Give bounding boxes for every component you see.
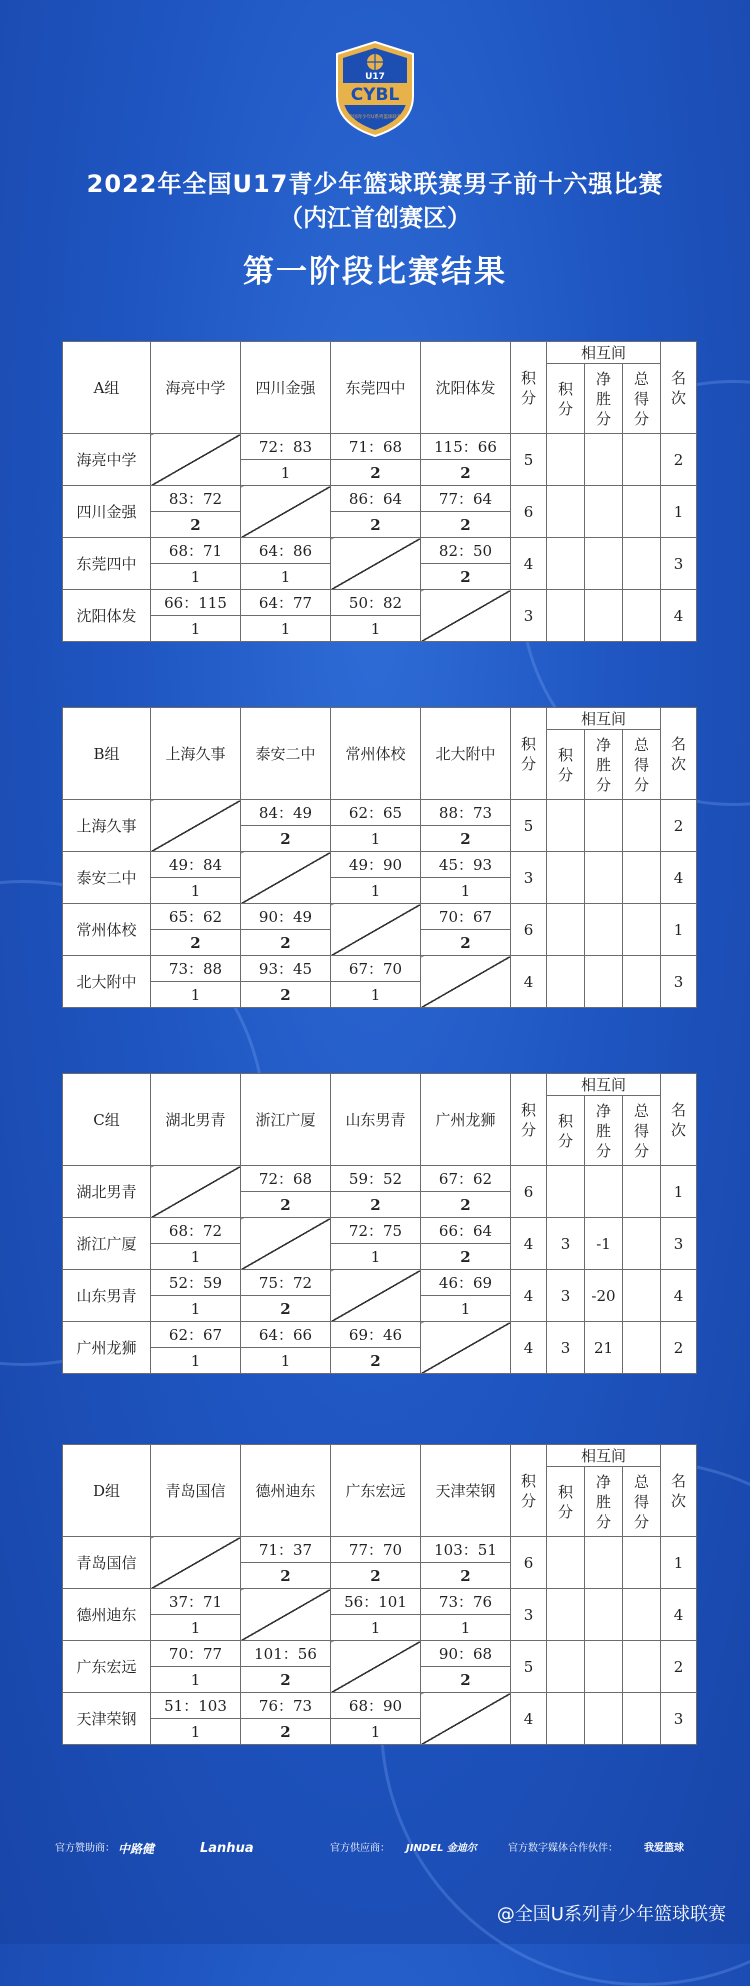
mutual-points-cell xyxy=(547,1693,585,1745)
points-header: 积分 xyxy=(511,1074,547,1166)
match-score: 67：62 xyxy=(421,1166,511,1192)
rank-cell: 3 xyxy=(661,538,697,590)
net-win-cell xyxy=(585,852,623,904)
match-points: 2 xyxy=(421,1244,511,1270)
column-team-name: 海亮中学 xyxy=(151,342,241,434)
diagonal-cell xyxy=(421,1693,511,1745)
net-win-header: 净胜分 xyxy=(585,730,623,800)
rank-header: 名次 xyxy=(661,342,697,434)
points-cell: 4 xyxy=(511,1693,547,1745)
net-win-cell xyxy=(585,434,623,486)
diagonal-cell xyxy=(331,538,421,590)
total-score-cell xyxy=(623,590,661,642)
match-points: 1 xyxy=(151,1244,241,1270)
points-cell: 4 xyxy=(511,956,547,1008)
table-row xyxy=(63,904,697,930)
title-line-3: 第一阶段比赛结果 xyxy=(243,254,507,290)
rank-cell: 3 xyxy=(661,956,697,1008)
total-score-cell xyxy=(623,486,661,538)
mutual-points-header: 积分 xyxy=(547,364,585,434)
match-score: 82：50 xyxy=(421,538,511,564)
table-row xyxy=(63,852,697,878)
mutual-points-header: 积分 xyxy=(547,1096,585,1166)
match-points: 1 xyxy=(421,878,511,904)
table-row xyxy=(63,538,697,564)
match-score: 72：68 xyxy=(241,1166,331,1192)
rank-cell: 2 xyxy=(661,1322,697,1374)
column-team-name: 湖北男青 xyxy=(151,1074,241,1166)
total-score-header: 总得分 xyxy=(623,364,661,434)
match-score: 73：88 xyxy=(151,956,241,982)
column-team-name: 东莞四中 xyxy=(331,342,421,434)
diagonal-cell xyxy=(151,434,241,486)
title-line-1: 2022年全国U17青少年篮球联赛男子前十六强比赛 xyxy=(86,170,664,198)
match-points: 2 xyxy=(241,930,331,956)
match-score: 64：77 xyxy=(241,590,331,616)
mutual-points-cell xyxy=(547,800,585,852)
match-points: 1 xyxy=(151,1615,241,1641)
match-score: 68：72 xyxy=(151,1218,241,1244)
rank-cell: 1 xyxy=(661,1537,697,1589)
match-points: 2 xyxy=(241,982,331,1008)
table-row xyxy=(63,800,697,826)
row-team-name: 广州龙狮 xyxy=(63,1322,151,1374)
logo-cybl: CYBL xyxy=(350,85,400,105)
total-score-cell xyxy=(623,1270,661,1322)
mutual-points-cell xyxy=(547,434,585,486)
row-team-name: 泰安二中 xyxy=(63,852,151,904)
mutual-points-cell xyxy=(547,852,585,904)
media-label: 官方数字媒体合作伙伴： xyxy=(508,1843,618,1854)
logo-ring-text: 全国青少年U系列篮球联赛 xyxy=(348,115,402,120)
sponsor-2-logo: Lanhua xyxy=(200,1841,254,1856)
match-points: 2 xyxy=(241,1667,331,1693)
total-score-cell xyxy=(623,800,661,852)
match-points: 2 xyxy=(331,460,421,486)
total-score-cell xyxy=(623,904,661,956)
mutual-header: 相互间 xyxy=(547,708,661,730)
points-cell: 5 xyxy=(511,1641,547,1693)
mutual-header: 相互间 xyxy=(547,342,661,364)
diagonal-cell xyxy=(421,590,511,642)
net-win-cell xyxy=(585,1589,623,1641)
row-team-name: 青岛国信 xyxy=(63,1537,151,1589)
points-cell: 6 xyxy=(511,1537,547,1589)
match-score: 70：77 xyxy=(151,1641,241,1667)
points-cell: 4 xyxy=(511,1270,547,1322)
match-points: 2 xyxy=(421,1563,511,1589)
table-row xyxy=(63,1322,697,1348)
net-win-header: 净胜分 xyxy=(585,1467,623,1537)
row-team-name: 山东男青 xyxy=(63,1270,151,1322)
net-win-cell xyxy=(585,800,623,852)
match-points: 2 xyxy=(241,826,331,852)
sponsor-footer xyxy=(0,1838,750,1860)
mutual-points-cell xyxy=(547,956,585,1008)
match-points: 2 xyxy=(151,512,241,538)
column-team-name: 北大附中 xyxy=(421,708,511,800)
match-points: 1 xyxy=(151,564,241,590)
total-score-cell xyxy=(623,1166,661,1218)
match-points: 2 xyxy=(331,512,421,538)
match-points: 2 xyxy=(241,1192,331,1218)
match-score: 93：45 xyxy=(241,956,331,982)
row-team-name: 德州迪东 xyxy=(63,1589,151,1641)
table-row xyxy=(63,486,697,512)
group-table xyxy=(62,1444,697,1745)
mutual-points-cell xyxy=(547,486,585,538)
net-win-cell xyxy=(585,486,623,538)
match-points: 1 xyxy=(151,1719,241,1745)
match-score: 50：82 xyxy=(331,590,421,616)
media-logo: 我爱篮球 xyxy=(644,1843,684,1854)
points-cell: 5 xyxy=(511,434,547,486)
sponsor-1-logo: 中路健 xyxy=(118,1842,155,1856)
match-points: 2 xyxy=(421,512,511,538)
total-score-cell xyxy=(623,1218,661,1270)
points-cell: 6 xyxy=(511,1166,547,1218)
mutual-header: 相互间 xyxy=(547,1445,661,1467)
net-win-cell xyxy=(585,590,623,642)
row-team-name: 海亮中学 xyxy=(63,434,151,486)
mutual-header: 相互间 xyxy=(547,1074,661,1096)
net-win-cell: -20 xyxy=(585,1270,623,1322)
match-score: 72：83 xyxy=(241,434,331,460)
diagonal-cell xyxy=(421,956,511,1008)
match-score: 52：59 xyxy=(151,1270,241,1296)
match-points: 2 xyxy=(241,1296,331,1322)
weibo-watermark: @全国U系列青少年篮球联赛 xyxy=(496,1904,726,1925)
match-score: 62：67 xyxy=(151,1322,241,1348)
net-win-cell: -1 xyxy=(585,1218,623,1270)
column-team-name: 广东宏远 xyxy=(331,1445,421,1537)
match-score: 65：62 xyxy=(151,904,241,930)
match-score: 90：49 xyxy=(241,904,331,930)
supplier-label: 官方供应商： xyxy=(330,1843,390,1854)
match-score: 76：73 xyxy=(241,1693,331,1719)
rank-header: 名次 xyxy=(661,708,697,800)
match-score: 59：52 xyxy=(331,1166,421,1192)
row-team-name: 浙江广厦 xyxy=(63,1218,151,1270)
match-score: 71：37 xyxy=(241,1537,331,1563)
points-cell: 4 xyxy=(511,1322,547,1374)
match-points: 1 xyxy=(241,1348,331,1374)
row-team-name: 天津荣钢 xyxy=(63,1693,151,1745)
rank-cell: 4 xyxy=(661,590,697,642)
total-score-cell xyxy=(623,1641,661,1693)
net-win-header: 净胜分 xyxy=(585,1096,623,1166)
match-points: 2 xyxy=(421,930,511,956)
points-cell: 3 xyxy=(511,1589,547,1641)
mutual-points-header: 积分 xyxy=(547,1467,585,1537)
total-score-cell xyxy=(623,1589,661,1641)
match-score: 101：56 xyxy=(241,1641,331,1667)
match-score: 45：93 xyxy=(421,852,511,878)
column-team-name: 常州体校 xyxy=(331,708,421,800)
match-score: 68：90 xyxy=(331,1693,421,1719)
match-points: 2 xyxy=(241,1563,331,1589)
mutual-points-cell xyxy=(547,1641,585,1693)
group-table xyxy=(62,707,697,1008)
match-score: 62：65 xyxy=(331,800,421,826)
match-score: 51：103 xyxy=(151,1693,241,1719)
match-points: 1 xyxy=(151,982,241,1008)
mutual-points-cell xyxy=(547,590,585,642)
diagonal-cell xyxy=(331,904,421,956)
mutual-points-cell xyxy=(547,538,585,590)
match-points: 1 xyxy=(331,826,421,852)
match-score: 46：69 xyxy=(421,1270,511,1296)
match-score: 49：90 xyxy=(331,852,421,878)
match-points: 1 xyxy=(421,1296,511,1322)
total-score-header: 总得分 xyxy=(623,1467,661,1537)
total-score-cell xyxy=(623,1693,661,1745)
match-score: 88：73 xyxy=(421,800,511,826)
table-row xyxy=(63,1537,697,1563)
row-team-name: 北大附中 xyxy=(63,956,151,1008)
group-name: B组 xyxy=(63,708,151,800)
match-score: 115：66 xyxy=(421,434,511,460)
match-score: 84：49 xyxy=(241,800,331,826)
rank-cell: 1 xyxy=(661,904,697,956)
total-score-cell xyxy=(623,434,661,486)
match-score: 77：70 xyxy=(331,1537,421,1563)
points-header: 积分 xyxy=(511,342,547,434)
match-score: 86：64 xyxy=(331,486,421,512)
match-points: 1 xyxy=(241,460,331,486)
table-row xyxy=(63,1589,697,1615)
group-name: C组 xyxy=(63,1074,151,1166)
points-cell: 4 xyxy=(511,1218,547,1270)
match-points: 2 xyxy=(421,826,511,852)
match-points: 2 xyxy=(241,1719,331,1745)
points-cell: 3 xyxy=(511,852,547,904)
column-team-name: 泰安二中 xyxy=(241,708,331,800)
match-points: 2 xyxy=(421,460,511,486)
rank-cell: 3 xyxy=(661,1218,697,1270)
diagonal-cell xyxy=(421,1322,511,1374)
match-points: 2 xyxy=(331,1348,421,1374)
net-win-cell xyxy=(585,1641,623,1693)
column-team-name: 天津荣钢 xyxy=(421,1445,511,1537)
table-row xyxy=(63,1218,697,1244)
rank-cell: 4 xyxy=(661,1270,697,1322)
match-points: 2 xyxy=(421,1192,511,1218)
points-cell: 3 xyxy=(511,590,547,642)
diagonal-cell xyxy=(151,1537,241,1589)
rank-cell: 4 xyxy=(661,852,697,904)
net-win-cell xyxy=(585,1537,623,1589)
row-team-name: 常州体校 xyxy=(63,904,151,956)
column-team-name: 广州龙狮 xyxy=(421,1074,511,1166)
rank-cell: 2 xyxy=(661,434,697,486)
diagonal-cell xyxy=(331,1641,421,1693)
match-score: 73：76 xyxy=(421,1589,511,1615)
sponsor-label: 官方赞助商： xyxy=(55,1843,115,1854)
row-team-name: 沈阳体发 xyxy=(63,590,151,642)
match-points: 1 xyxy=(241,616,331,642)
table-row xyxy=(63,1270,697,1296)
group-name: D组 xyxy=(63,1445,151,1537)
row-team-name: 广东宏远 xyxy=(63,1641,151,1693)
diagonal-cell xyxy=(331,1270,421,1322)
group-table xyxy=(62,341,697,642)
match-score: 83：72 xyxy=(151,486,241,512)
total-score-cell xyxy=(623,956,661,1008)
diagonal-cell xyxy=(151,1166,241,1218)
mutual-points-cell xyxy=(547,1166,585,1218)
match-points: 1 xyxy=(331,1615,421,1641)
diagonal-cell xyxy=(241,1218,331,1270)
match-score: 67：70 xyxy=(331,956,421,982)
supplier-logo: JINDEL 金迪尔 xyxy=(406,1843,477,1854)
match-score: 71：68 xyxy=(331,434,421,460)
match-score: 37：71 xyxy=(151,1589,241,1615)
match-points: 2 xyxy=(331,1563,421,1589)
points-cell: 4 xyxy=(511,538,547,590)
match-points: 1 xyxy=(151,616,241,642)
match-score: 90：68 xyxy=(421,1641,511,1667)
match-points: 2 xyxy=(421,1667,511,1693)
diagonal-cell xyxy=(241,852,331,904)
match-score: 75：72 xyxy=(241,1270,331,1296)
net-win-cell xyxy=(585,538,623,590)
rank-cell: 1 xyxy=(661,1166,697,1218)
row-team-name: 上海久事 xyxy=(63,800,151,852)
net-win-header: 净胜分 xyxy=(585,364,623,434)
match-points: 1 xyxy=(151,878,241,904)
table-row xyxy=(63,1166,697,1192)
column-team-name: 沈阳体发 xyxy=(421,342,511,434)
match-points: 1 xyxy=(331,1719,421,1745)
column-team-name: 山东男青 xyxy=(331,1074,421,1166)
match-score: 64：66 xyxy=(241,1322,331,1348)
match-score: 72：75 xyxy=(331,1218,421,1244)
column-team-name: 四川金强 xyxy=(241,342,331,434)
total-score-cell xyxy=(623,852,661,904)
total-score-cell xyxy=(623,1322,661,1374)
rank-header: 名次 xyxy=(661,1074,697,1166)
points-cell: 5 xyxy=(511,800,547,852)
net-win-cell xyxy=(585,956,623,1008)
points-header: 积分 xyxy=(511,1445,547,1537)
match-score: 103：51 xyxy=(421,1537,511,1563)
match-score: 77：64 xyxy=(421,486,511,512)
match-points: 1 xyxy=(421,1615,511,1641)
total-score-cell xyxy=(623,538,661,590)
match-points: 2 xyxy=(331,1192,421,1218)
total-score-header: 总得分 xyxy=(623,1096,661,1166)
mutual-points-cell: 3 xyxy=(547,1322,585,1374)
match-score: 49：84 xyxy=(151,852,241,878)
match-points: 1 xyxy=(331,1244,421,1270)
rank-cell: 4 xyxy=(661,1589,697,1641)
match-points: 1 xyxy=(331,878,421,904)
match-score: 66：64 xyxy=(421,1218,511,1244)
rank-cell: 2 xyxy=(661,1641,697,1693)
match-score: 68：71 xyxy=(151,538,241,564)
match-points: 2 xyxy=(421,564,511,590)
rank-cell: 3 xyxy=(661,1693,697,1745)
table-row xyxy=(63,590,697,616)
mutual-points-cell: 3 xyxy=(547,1218,585,1270)
rank-cell: 2 xyxy=(661,800,697,852)
match-points: 1 xyxy=(151,1348,241,1374)
table-row xyxy=(63,1641,697,1667)
title-line-2: （内江首创赛区） xyxy=(279,204,471,232)
net-win-cell xyxy=(585,904,623,956)
match-points: 1 xyxy=(331,616,421,642)
rank-header: 名次 xyxy=(661,1445,697,1537)
diagonal-cell xyxy=(241,1589,331,1641)
total-score-header: 总得分 xyxy=(623,730,661,800)
row-team-name: 四川金强 xyxy=(63,486,151,538)
logo-u17: U17 xyxy=(365,72,385,82)
column-team-name: 浙江广厦 xyxy=(241,1074,331,1166)
net-win-cell xyxy=(585,1693,623,1745)
cybl-logo xyxy=(325,38,425,138)
total-score-cell xyxy=(623,1537,661,1589)
row-team-name: 东莞四中 xyxy=(63,538,151,590)
group-table xyxy=(62,1073,697,1374)
net-win-cell: 21 xyxy=(585,1322,623,1374)
match-score: 56：101 xyxy=(331,1589,421,1615)
mutual-points-cell xyxy=(547,1589,585,1641)
match-points: 1 xyxy=(151,1296,241,1322)
diagonal-cell xyxy=(151,800,241,852)
table-row xyxy=(63,1693,697,1719)
match-score: 69：46 xyxy=(331,1322,421,1348)
net-win-cell xyxy=(585,1166,623,1218)
mutual-points-cell xyxy=(547,904,585,956)
group-name: A组 xyxy=(63,342,151,434)
points-cell: 6 xyxy=(511,486,547,538)
column-team-name: 青岛国信 xyxy=(151,1445,241,1537)
match-points: 1 xyxy=(241,564,331,590)
match-score: 70：67 xyxy=(421,904,511,930)
column-team-name: 上海久事 xyxy=(151,708,241,800)
mutual-points-cell xyxy=(547,1537,585,1589)
match-points: 1 xyxy=(151,1667,241,1693)
table-row xyxy=(63,434,697,460)
points-cell: 6 xyxy=(511,904,547,956)
rank-cell: 1 xyxy=(661,486,697,538)
column-team-name: 德州迪东 xyxy=(241,1445,331,1537)
points-header: 积分 xyxy=(511,708,547,800)
match-score: 64：86 xyxy=(241,538,331,564)
mutual-points-header: 积分 xyxy=(547,730,585,800)
mutual-points-cell: 3 xyxy=(547,1270,585,1322)
row-team-name: 湖北男青 xyxy=(63,1166,151,1218)
match-score: 66：115 xyxy=(151,590,241,616)
diagonal-cell xyxy=(241,486,331,538)
match-points: 1 xyxy=(331,982,421,1008)
match-points: 2 xyxy=(151,930,241,956)
table-row xyxy=(63,956,697,982)
